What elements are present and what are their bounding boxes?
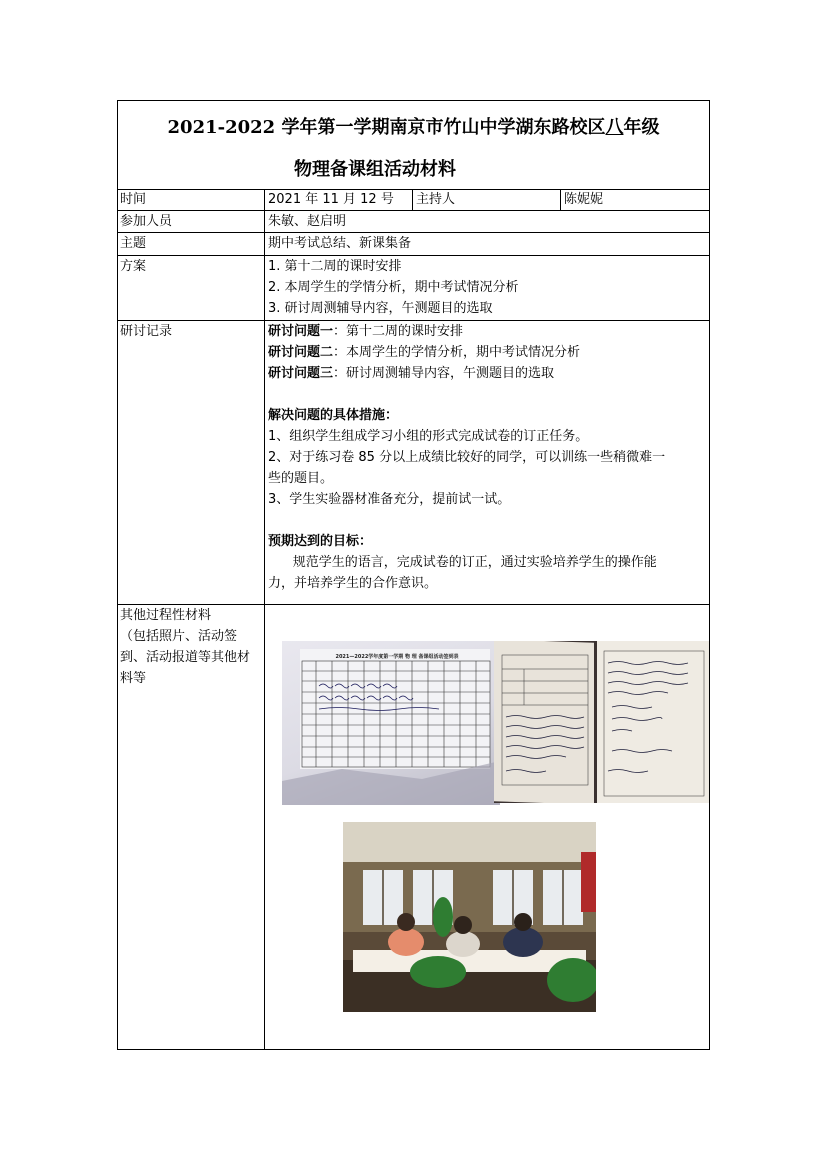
measures-title: 解决问题的具体措施： [268, 408, 399, 423]
record-row [118, 321, 709, 605]
time-label: 时间 [118, 189, 265, 210]
measure-2-cont: 些的题目。 [268, 471, 334, 486]
topic-value: 期中考试总结、新课集备 [268, 236, 412, 251]
participants-row [118, 211, 709, 233]
issue-1-title: 研讨问题一 [268, 324, 334, 339]
topic-label: 主题 [118, 233, 265, 255]
issue-3-text: ：研讨周测辅导内容，午测题目的选取 [333, 366, 555, 381]
materials-label-line: 料等 [120, 671, 147, 686]
title-cell [118, 101, 709, 190]
plan-item: 1. 第十二周的课时安排 [268, 259, 402, 274]
issue-2-title: 研讨问题二 [268, 345, 334, 360]
title-text: 2021-2022 学年第一学期南京市竹山中学湖东路校区 [167, 117, 606, 138]
record-content [266, 321, 709, 604]
host-value: 陈妮妮 [564, 192, 604, 207]
signin-sheet-title: 2021—2022学年度第一学期 物 理 备课组活动签到表 [335, 654, 459, 660]
meeting-photo [343, 822, 596, 1012]
title-suffix: 年级 [623, 117, 660, 138]
time-row [118, 189, 709, 211]
notebook-handwriting [494, 641, 709, 803]
goal-text: 规范学生的语言，完成试卷的订正，通过实验培养学生的操作能 [268, 555, 657, 570]
goal-title: 预期达到的目标： [268, 534, 373, 549]
issue-3-title: 研讨问题三 [268, 366, 334, 381]
goal-text-cont: 力，并培养学生的合作意识。 [268, 576, 438, 591]
time-value: 2021 年 11 月 12 号 [266, 189, 413, 210]
participants-value: 朱敏、赵启明 [268, 214, 347, 229]
plan-row [118, 256, 709, 321]
form-subtitle: 物理备课组活动材料 [294, 159, 456, 180]
meeting-scene [343, 822, 596, 1012]
signin-sheet-photo [282, 641, 500, 805]
plan-item: 2. 本周学生的学情分析，期中考试情况分析 [268, 280, 519, 295]
record-label: 研讨记录 [118, 321, 265, 604]
measure-2: 2、对于练习卷 85 分以上成绩比较好的同学，可以训练一些稍微难一 [268, 450, 666, 465]
materials-label [118, 605, 265, 1049]
materials-label-line: 到、活动报道等其他材 [120, 650, 251, 665]
notebook-photo [494, 641, 709, 803]
measure-1: 1、组织学生组成学习小组的形式完成试卷的订正任务。 [268, 429, 589, 444]
title-grade: 八 [605, 117, 624, 138]
materials-label-line: 其他过程性材料 [120, 608, 212, 623]
participants-label: 参加人员 [118, 211, 265, 232]
issue-2-text: ：本周学生的学情分析，期中考试情况分析 [333, 345, 581, 360]
host-label: 主持人 [414, 189, 561, 210]
plan-item: 3. 研讨周测辅导内容，午测题目的选取 [268, 301, 493, 316]
plan-list [266, 256, 709, 320]
signin-grid-lines [282, 641, 500, 805]
issue-1-text: ：第十二周的课时安排 [333, 324, 464, 339]
measure-3: 3、学生实验器材准备充分，提前试一试。 [268, 492, 511, 507]
topic-row [118, 233, 709, 256]
form-title [118, 113, 709, 139]
plan-label: 方案 [118, 256, 265, 320]
materials-label-line: （包括照片、活动签 [120, 629, 238, 644]
